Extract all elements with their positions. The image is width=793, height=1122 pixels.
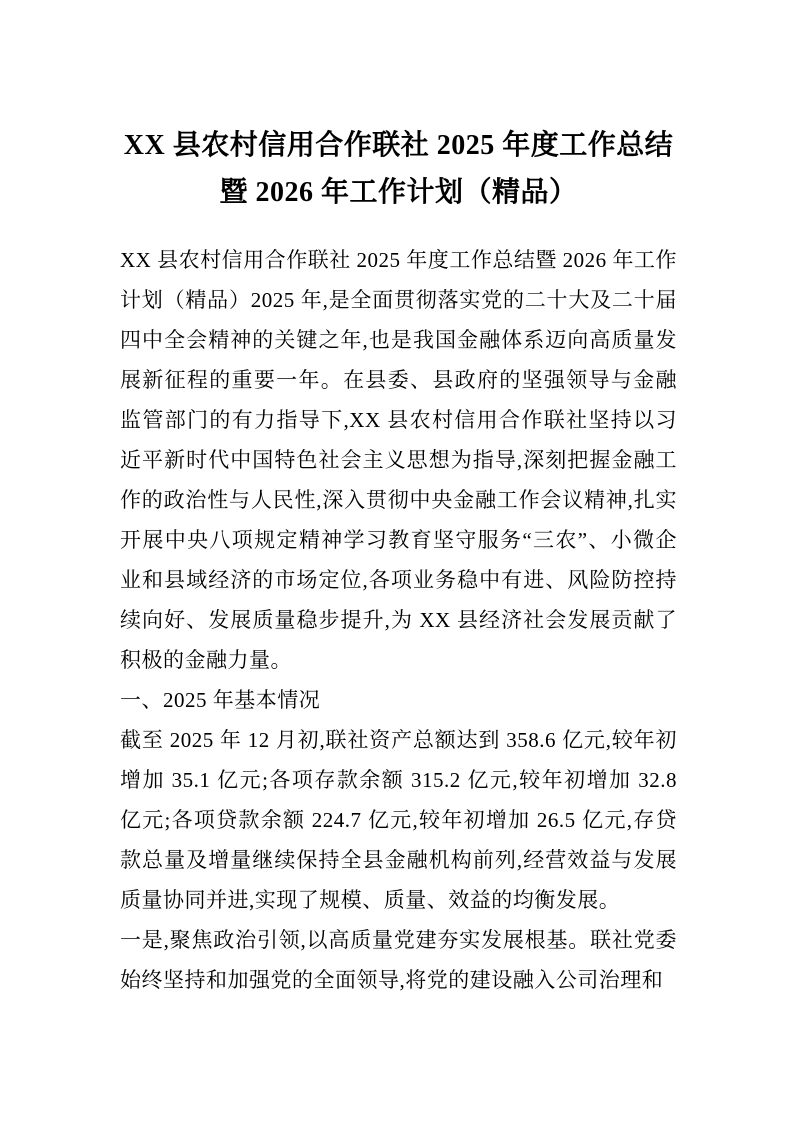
- paragraph-basic-situation: 截至 2025 年 12 月初,联社资产总额达到 358.6 亿元,较年初增加 35.1 亿元;各项存款余额 315.2 亿元,较年初增加 32.8 亿元;各项贷款余额 224.7 亿元,较年初增加 26.5 亿元,存贷款总量及增量继续保持全县金融机构前列,经营效益与发展质量协同并进,实现了规模、质量、效益的均衡发展。: [120, 728, 677, 912]
- document-title-line-2: 暨 2026 年工作计划（精品）: [219, 177, 578, 208]
- paragraph-intro: XX 县农村信用合作联社 2025 年度工作总结暨 2026 年工作计划（精品）2025 年,是全面贯彻落实党的二十大及二十届四中全会精神的关键之年,也是我国金融体系迈向高质量发展新征程的重要一年。在县委、县政府的坚强领导与金融监管部门的有力指导下,XX 县农村信用合作联社坚持以习近平新时代中国特色社会主义思想为指导,深刻把握金融工作的政治性与人民性,深入贯彻中央金融工作会议精神,扎实开展中央八项规定精神学习教育坚守服务“三农”、小微企业和县域经济的市场定位,各项业务稳中有进、风险防控持续向好、发展质量稳步提升,为 XX 县经济社会发展贡献了积极的金融力量。: [120, 248, 677, 672]
- paragraph-party-building: 一是,聚焦政治引领,以高质量党建夯实发展根基。联社党委始终坚持和加强党的全面领导,将党的建设融入公司治理和: [120, 928, 677, 992]
- document-title: [120, 122, 677, 216]
- section-heading-1: 一、2025 年基本情况: [120, 688, 321, 712]
- document-body: [120, 240, 677, 1000]
- document-title-line-1: XX 县农村信用合作联社 2025 年度工作总结: [123, 130, 674, 161]
